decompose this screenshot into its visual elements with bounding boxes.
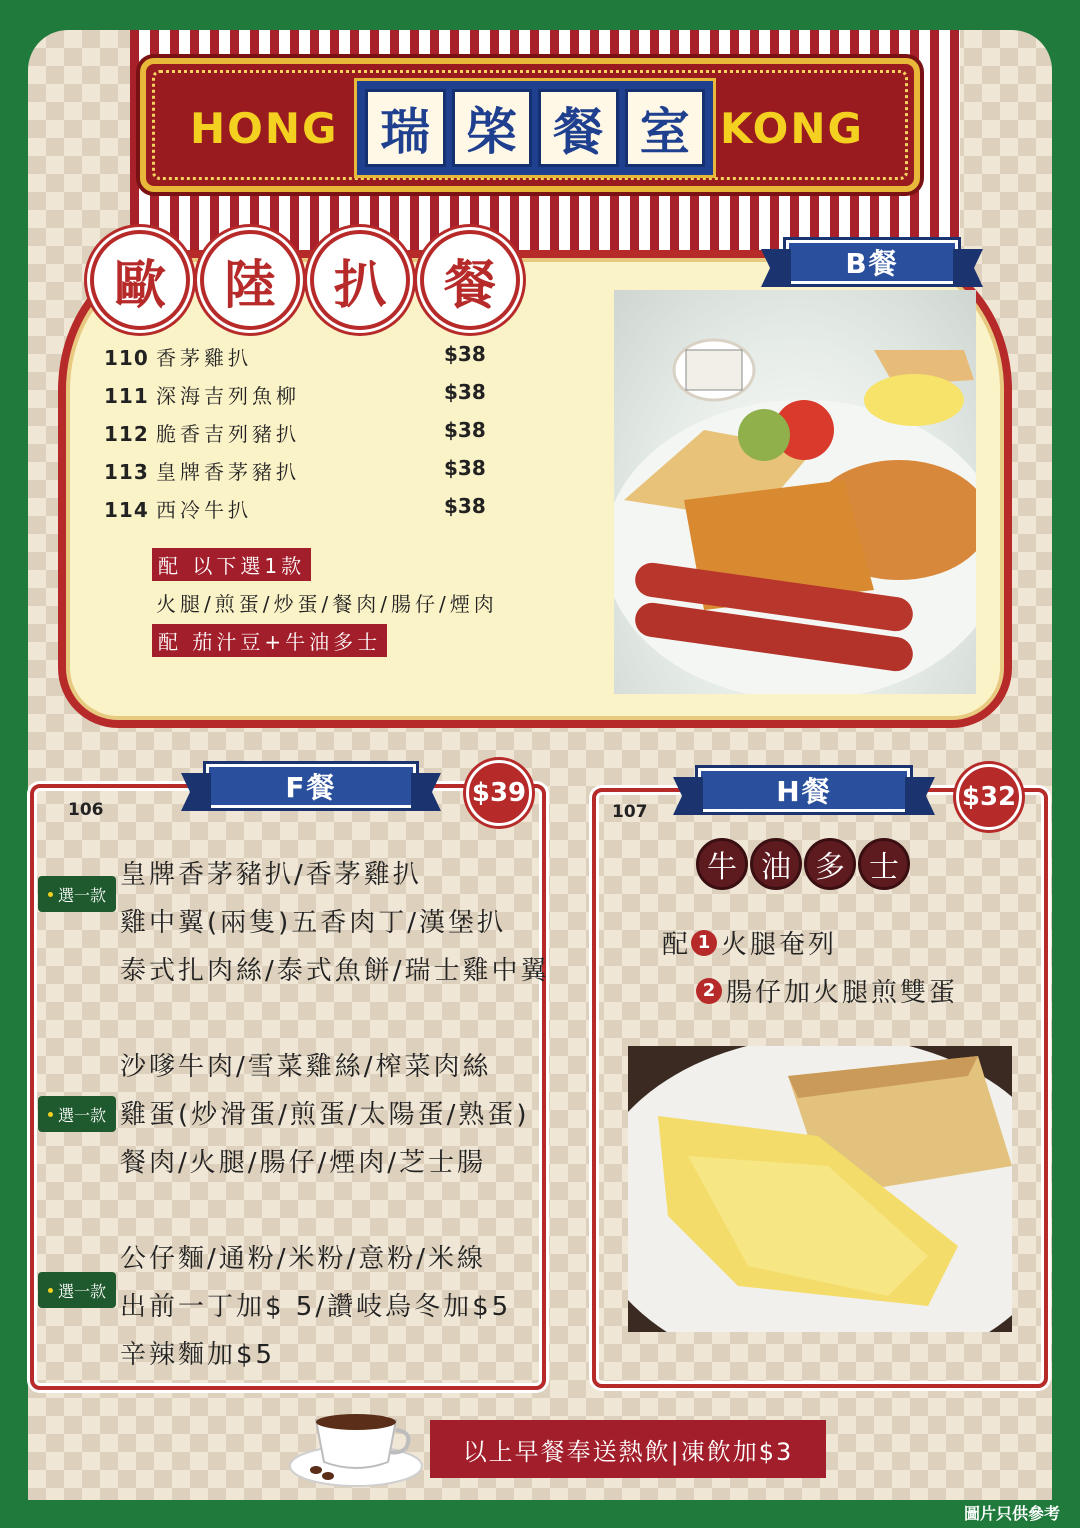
restaurant-sign [140, 58, 920, 192]
item-name: 西冷牛扒 [156, 498, 252, 522]
item-name: 香茅雞扒 [156, 346, 252, 370]
item-price: $38 [444, 418, 486, 442]
item-name: 脆香吉列豬扒 [156, 422, 300, 446]
option-line: 公仔麵/通粉/米粉/意粉/米線 [120, 1244, 487, 1274]
toast-omelette-image [628, 1046, 1012, 1332]
b-set-photo [614, 290, 976, 694]
item-price: $38 [444, 456, 486, 480]
title-char: 油 [750, 838, 802, 890]
option-line: 辛辣麵加$5 [120, 1340, 276, 1370]
title-char: 陸 [200, 230, 300, 330]
option-line: 皇牌香茅豬扒/香茅雞扒 [120, 860, 422, 890]
side-tag: 配 茄汁豆+牛油多士 [152, 624, 387, 657]
option-line: 出前一丁加$ 5/讚岐烏冬加$5 [120, 1292, 512, 1322]
set-code: 106 [68, 800, 104, 820]
price-badge-h: $32 [956, 764, 1022, 830]
title-char: 士 [858, 838, 910, 890]
item-name: 深海吉列魚柳 [156, 384, 300, 408]
item-number: 111 [104, 384, 149, 408]
title-char: 餐 [420, 230, 520, 330]
set-code: 107 [612, 802, 648, 822]
pick-one-badge [38, 1272, 116, 1308]
title-char: 扒 [310, 230, 410, 330]
h-option [662, 924, 837, 961]
pick-one-badge [38, 876, 116, 912]
option-text: 火腿奄列 [721, 930, 838, 960]
menu-item [104, 418, 486, 447]
ribbon-h: H餐 [698, 768, 910, 812]
option-number: 2 [696, 978, 722, 1004]
sign-left-text: HONG [190, 104, 339, 153]
option-line: 沙嗲牛肉/雪菜雞絲/榨菜肉絲 [120, 1052, 492, 1082]
item-price: $38 [444, 494, 486, 518]
menu-item [104, 456, 486, 485]
option-number: 1 [691, 930, 717, 956]
item-price: $38 [444, 380, 486, 404]
coffee-cup-icon [286, 1400, 426, 1490]
pick-label: 選一款 [57, 1105, 106, 1125]
breakfast-plate-image [614, 290, 976, 694]
ribbon-f: F餐 [206, 764, 416, 808]
restaurant-name [354, 78, 716, 178]
item-name: 皇牌香茅豬扒 [156, 460, 300, 484]
drink-note: 以上早餐奉送熱飲|凍飲加$3 [462, 1437, 794, 1466]
option-text: 腸仔加火腿煎雙蛋 [726, 978, 959, 1008]
option-line: 雞蛋(炒滑蛋/煎蛋/太陽蛋/熟蛋) [120, 1100, 530, 1130]
pick-label: 選一款 [57, 885, 106, 905]
pick-label: 選一款 [57, 1281, 106, 1301]
menu-item [104, 494, 486, 523]
price-badge-f: $39 [466, 760, 532, 826]
name-char: 棨 [452, 89, 533, 167]
item-number: 114 [104, 498, 149, 522]
name-char: 餐 [538, 89, 619, 167]
item-number: 112 [104, 422, 149, 446]
drink-note-bar [430, 1420, 826, 1478]
with-label: 配 [662, 930, 692, 960]
pick-one-badge [38, 1096, 116, 1132]
h-option [696, 972, 958, 1009]
name-char: 瑞 [365, 89, 446, 167]
option-line: 雞中翼(兩隻)五香肉丁/漢堡扒 [120, 908, 507, 938]
side-options: 火腿/煎蛋/炒蛋/餐肉/腸仔/煙肉 [156, 592, 498, 616]
menu-item [104, 380, 486, 409]
name-char: 室 [625, 89, 706, 167]
ribbon-b: B餐 [786, 240, 958, 284]
sign-right-text: KONG [720, 104, 864, 153]
option-line: 餐肉/火腿/腸仔/煙肉/芝士腸 [120, 1148, 487, 1178]
title-char: 多 [804, 838, 856, 890]
item-number: 113 [104, 460, 149, 484]
item-number: 110 [104, 346, 149, 370]
title-char: 牛 [696, 838, 748, 890]
disclaimer: 圖片只供參考 [963, 1504, 1060, 1523]
option-line: 泰式扎肉絲/泰式魚餅/瑞士雞中翼 [120, 956, 550, 986]
side-tag: 配 以下選1款 [152, 548, 311, 581]
menu-item [104, 342, 486, 371]
item-price: $38 [444, 342, 486, 366]
title-char: 歐 [90, 230, 190, 330]
h-set-photo [628, 1046, 1012, 1332]
